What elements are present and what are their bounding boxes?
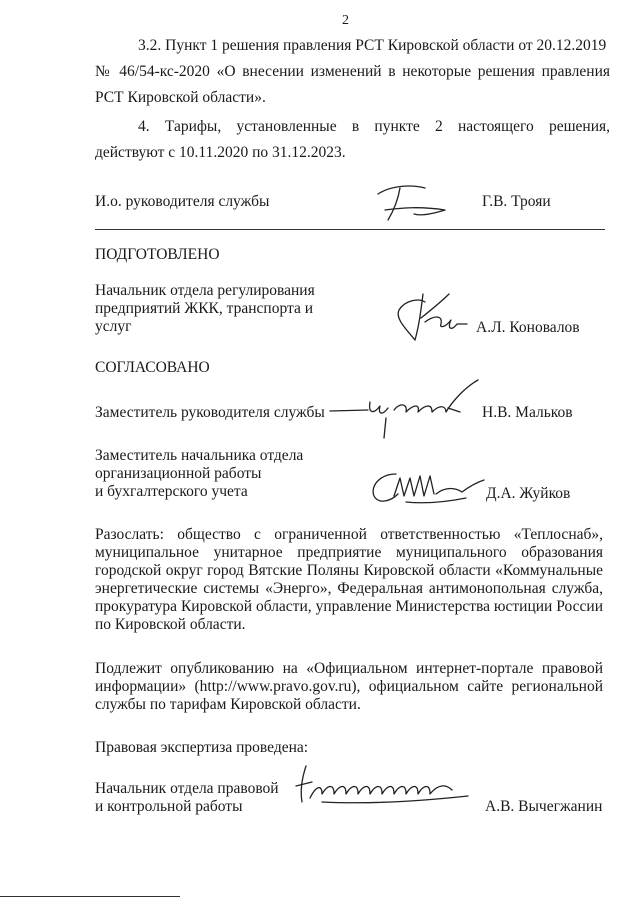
legal-position-line-1: Начальник отдела правовой: [95, 780, 279, 797]
agreed-signer-2-position-line-1: Заместитель начальника отдела: [95, 447, 304, 464]
publish-line-2: информации» (http://www.pravo.gov.ru), официальном сайте региональной: [95, 678, 603, 695]
prepared-name: А.Л. Коновалов: [476, 319, 580, 336]
footnote-line: [0, 896, 180, 897]
distribution-line-2: муниципальное унитарное предприятие муниципального образования: [95, 544, 603, 561]
distribution-line-6: по Кировской области.: [95, 616, 246, 633]
publish-line-1: Подлежит опубликованию на «Официальном интернет-портале правовой: [95, 660, 603, 677]
separator-line: [95, 229, 605, 230]
prepared-signature: [385, 288, 475, 348]
legal-signature: [292, 762, 472, 810]
prepared-position-line-2: предприятий ЖКК, транспорта и: [95, 300, 313, 317]
agreed-signer-2-signature: [366, 466, 486, 508]
head-signature: [370, 180, 460, 230]
item-3-2-line-1: 3.2. Пункт 1 решения правления РСТ Кировской области от 20.12.2019: [138, 37, 607, 54]
publish-line-3: службы по тарифам Кировской области.: [95, 696, 361, 713]
item-4-line-2: действуют с 10.11.2020 по 31.12.2023.: [95, 144, 346, 161]
distribution-line-3: городской округ город Вятские Поляны Кировской области «Коммунальные: [95, 562, 603, 579]
page-number: 2: [342, 13, 349, 28]
legal-position-line-2: и контрольной работы: [95, 798, 243, 815]
agreed-signer-2-position-line-3: и бухгалтерского учета: [95, 483, 248, 500]
legal-heading: Правовая экспертиза проведена:: [95, 739, 309, 756]
item-4-line-1: 4. Тарифы, установленные в пункте 2 настоящего решения,: [138, 118, 610, 135]
legal-name: А.В. Вычегжанин: [485, 798, 603, 815]
agreed-signer-2-position-line-2: организационной работы: [95, 465, 262, 482]
distribution-line-1: Разослать: общество с ограниченной ответственностью «Теплоснаб»,: [95, 526, 603, 543]
prepared-position-line-3: услуг: [95, 318, 132, 335]
item-3-2-line-2: № 46/54-кс-2020 «О внесении изменений в некоторые решения правления: [95, 63, 610, 80]
agreed-signer-1-signature: [328, 378, 488, 440]
item-3-2-line-3: РСТ Кировской области».: [95, 89, 266, 106]
agreed-heading: СОГЛАСОВАНО: [95, 359, 210, 376]
agreed-signer-1-name: Н.В. Мальков: [482, 404, 573, 421]
prepared-heading: ПОДГОТОВЛЕНО: [95, 246, 220, 263]
prepared-position-line-1: Начальник отдела регулирования: [95, 282, 315, 299]
head-position: И.о. руководителя службы: [95, 193, 270, 210]
distribution-line-5: прокуратура Кировской области, управление Министерства юстиции России: [95, 598, 603, 615]
distribution-line-4: энергетические системы «Энерго», Федеральная антимонопольная служба,: [95, 580, 603, 597]
head-name: Г.В. Трояи: [482, 193, 551, 210]
agreed-signer-1-position: Заместитель руководителя службы: [95, 404, 325, 421]
agreed-signer-2-name: Д.А. Жуйков: [486, 485, 571, 502]
